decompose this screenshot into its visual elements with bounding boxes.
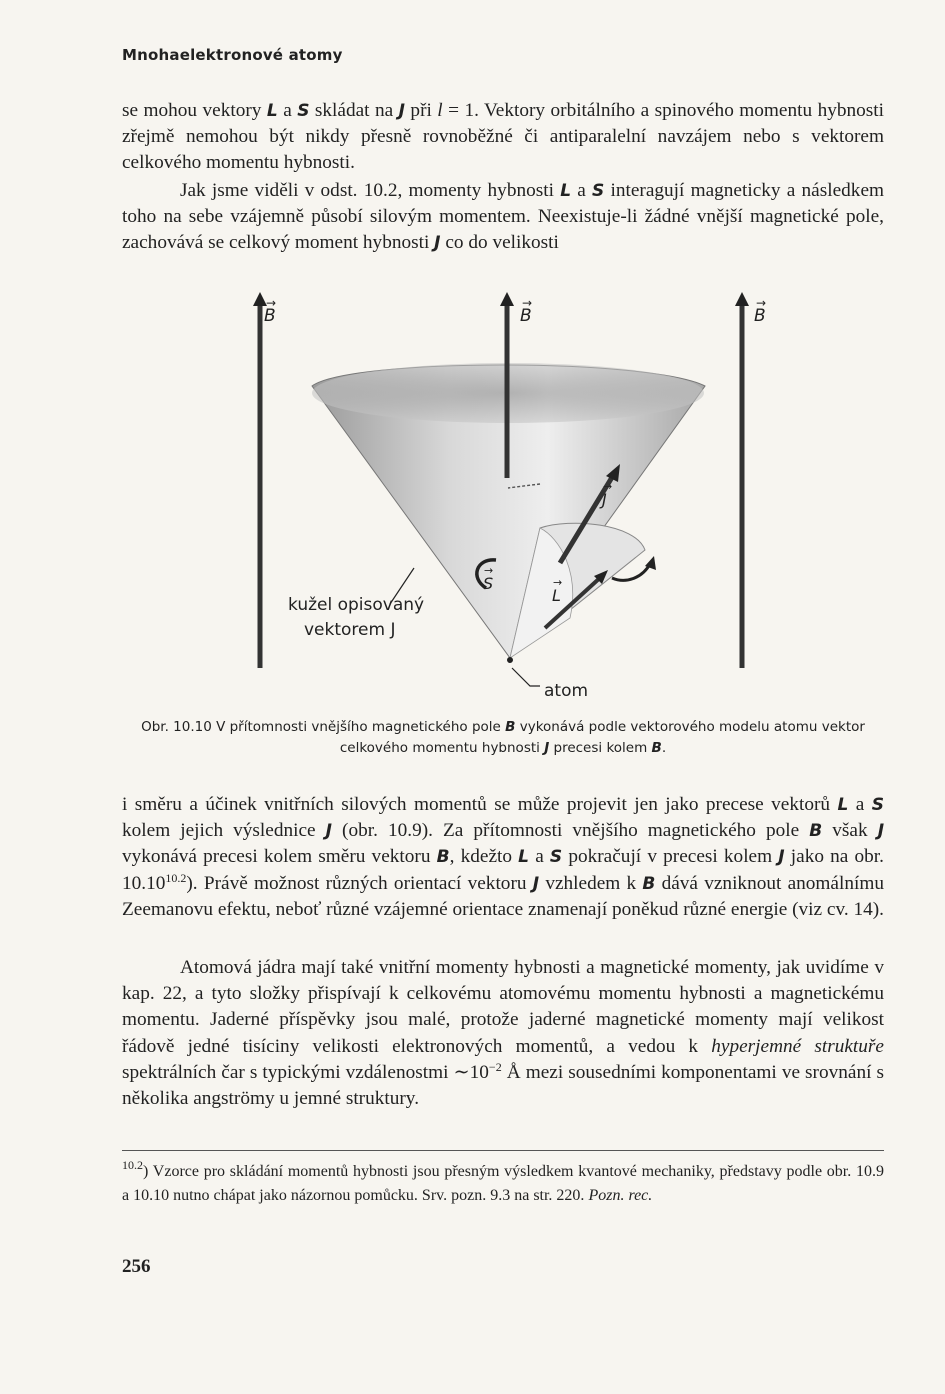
text: skládat na [309,100,399,121]
vector-j: J [778,847,785,868]
b-label-center: → B [520,296,533,326]
text: a [277,100,298,121]
text: Atomová jádra mají také vnitřní momenty hybnosti a magnetické momenty, jak uvidíme v kap. 22, a tyto složky přispívají k celkovému atomovému momentu hybnosti a magnetickému momentu. Jaderné příspěvky jsou malé, protože jaderné magnetické momenty mají velikost řádově jedné tisíciny velikosti elektronových momentů, a vedou k [122,957,884,1057]
b-label-right: → B [754,296,767,326]
text: i směru a účinek vnitřních silových momentů se může projevit jen jako precese vektorů [122,794,838,815]
cone-diagram [240,288,760,708]
j-label: J [602,490,607,509]
vector-j: J [398,101,405,121]
exponent: −2 [488,1059,502,1074]
b-field-arrow-right [735,292,749,668]
text: a [571,180,593,201]
paragraph-1 [122,98,884,177]
vector-l: L [518,847,530,868]
vector-b: B [651,740,662,756]
footnote [122,1160,884,1208]
cone-label-line-1: kužel opisovaný [288,595,425,615]
cone-label-line-2: vektorem J [304,620,396,640]
text: = 1. Vektory orbitálního a spinového momentu hybnosti zřejmě nemohou být nikdy přesně rovnoběžné či antiparalelní navzájem nebo s vektorem celkového momentu hybnosti. [122,100,885,174]
text: precesi kolem [549,740,652,756]
page-number: 256 [122,1256,151,1277]
figure-precession-cone [240,288,767,708]
paragraph-3 [122,792,884,923]
footnote-marker: 10.2 [122,1158,143,1172]
text: , kdežto [449,846,519,868]
vector-s: S [871,795,884,815]
footnote-divider [122,1150,884,1151]
s-label: S [483,574,494,593]
vector-j: J [532,873,540,894]
italic-note: Pozn. rec. [588,1187,653,1204]
text: (obr. 10.9). Za přítomnosti vnějšího magnetického pole [331,820,810,842]
vector-j: J [877,821,885,842]
text: . [661,740,667,756]
text: vzhledem k [539,872,643,894]
vector-s: S [549,847,563,868]
vector-j: J [544,740,550,756]
vector-j: J [434,233,441,254]
text: a [848,794,872,815]
text: se mohou vektory [122,100,267,121]
italic-term: hyperjemné struktuře [711,1035,884,1057]
text: ). Právě možnost různých orientací vektoru [186,872,533,894]
text: Å mezi sousedními komponentami ve srovnání s několika angströmy u jemné struktury. [122,1061,885,1110]
text: co do velikosti [440,232,559,254]
vector-b: B [642,873,656,894]
running-header: Mnohaelektronové atomy [122,46,343,64]
text: však [822,820,878,842]
vector-b: B [505,719,516,735]
text: interagují magneticky a následkem toho na sebe vzájemně působí silovým momentem. Neexistuje-li žádné vnější magnetické pole, zachovává se celkový moment hybnosti [122,180,884,254]
atom-leader [512,668,540,686]
text: Jak jsme viděli v odst. 10.2, momenty hybnosti [180,180,561,201]
text: dává vzniknout anomálnímu Zeemanovu efektu, neboť různé vzájemné orientace znamenají poněkud různé energie (viz cv. 14). [122,872,884,920]
text: pokračují v precesi kolem [562,846,779,868]
text: při [404,100,438,121]
atom-label: atom [544,681,589,701]
vector-s: S [592,181,605,201]
vector-l: L [837,795,849,815]
text: a [529,846,550,868]
b-field-arrow-left [253,292,267,668]
j-vector-label: → J [602,480,613,509]
vector-b: B [809,821,823,842]
b-label: B [520,306,532,326]
paragraph-4 [122,955,884,1112]
text: vykonává podle vektorového modelu atomu vektor celkového momentu hybnosti [339,719,865,756]
l-label: L [552,586,561,605]
text: jako na obr. 10.10 [122,846,884,894]
text: ) Vzorce pro skládání momentů hybnosti jsou přesným výsledkem kvantové mechaniky, představy podle obr. 10.9 a 10.10 nutno chápat jako názornou pomůcku. Srv. pozn. 9.3 na str. 220. [122,1163,884,1204]
vector-s: S [297,101,310,121]
text: spektrálních čar s typickými vzdálenostmi ∼10 [122,1061,489,1083]
b-label-left: → B [264,296,277,326]
l-vector-label: → L [552,576,563,605]
symbol-l: l [437,100,443,121]
vector-j: J [325,821,332,842]
text: kolem jejich výslednice [122,820,326,842]
vector-l: L [266,101,278,121]
s-vector-label: → S [483,564,494,593]
b-label: B [754,306,766,326]
footnote-ref: 10.2 [165,870,187,885]
text: vykonává precesi kolem směru vektoru [122,846,437,868]
atom-point [507,657,513,663]
figure-caption [122,717,884,759]
paragraph-2 [122,178,884,257]
text: Obr. 10.10 V přítomnosti vnějšího magnetického pole [141,719,506,735]
b-label: B [264,306,276,326]
vector-l: L [560,181,572,201]
vector-b: B [436,847,450,868]
